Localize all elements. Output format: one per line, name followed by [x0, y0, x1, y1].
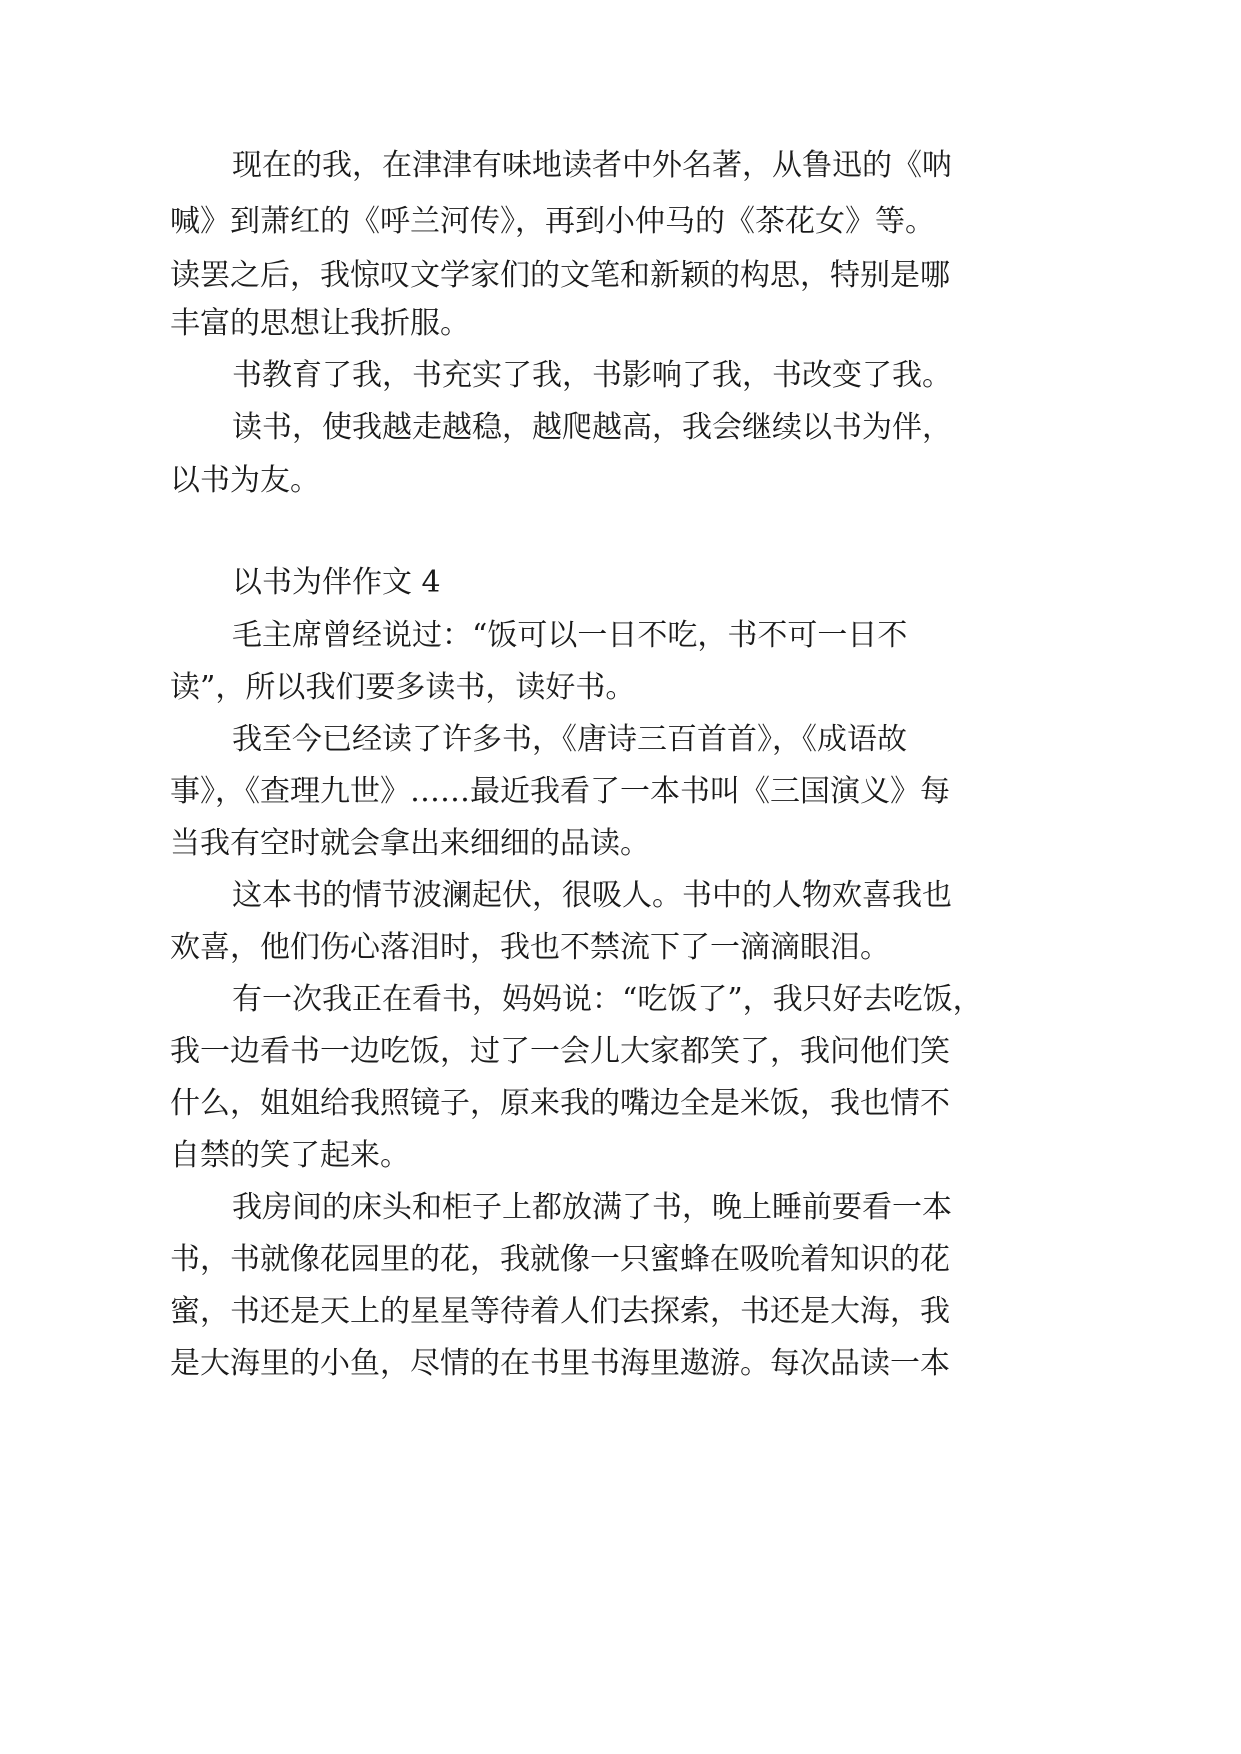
- text-line: 以书为友。: [170, 463, 320, 498]
- text-line: 读罢之后，我惊叹文学家们的文笔和新颖的构思，特别是哪: [170, 258, 950, 293]
- text-line: 我房间的床头和柜子上都放满了书，晚上睡前要看一本: [232, 1190, 952, 1225]
- text-line: 我至今已经读了许多书，《唐诗三百首首》，《成语故: [232, 722, 907, 757]
- text-line: 欢喜，他们伤心落泪时，我也不禁流下了一滴滴眼泪。: [170, 930, 890, 965]
- text-line: 有一次我正在看书，妈妈说：“吃饭了”，我只好去吃饭，: [232, 982, 983, 1017]
- text-line: 是大海里的小鱼，尽情的在书里书海里遨游。每次品读一本: [170, 1346, 950, 1381]
- text-line: 读书，使我越走越稳，越爬越高，我会继续以书为伴，: [232, 410, 952, 445]
- text-line: 事》，《查理九世》……最近我看了一本书叫《三国演义》每: [170, 774, 950, 809]
- text-line: 书，书就像花园里的花，我就像一只蜜蜂在吸吮着知识的花: [170, 1242, 950, 1277]
- text-line: 我一边看书一边吃饭，过了一会儿大家都笑了，我问他们笑: [170, 1034, 950, 1069]
- text-line: 现在的我，在津津有味地读者中外名著，从鲁迅的《呐: [232, 148, 952, 183]
- text-line: 读”，所以我们要多读书，读好书。: [170, 670, 636, 705]
- text-line: 蜜，书还是天上的星星等待着人们去探索，书还是大海，我: [170, 1294, 950, 1329]
- text-line: 自禁的笑了起来。: [170, 1138, 410, 1173]
- text-line: 丰富的思想让我折服。: [170, 306, 470, 341]
- text-line: 当我有空时就会拿出来细细的品读。: [170, 826, 650, 861]
- text-line: 什么，姐姐给我照镜子，原来我的嘴边全是米饭，我也情不: [170, 1086, 950, 1121]
- text-line: 喊》到萧红的《呼兰河传》，再到小仲马的《茶花女》等。: [170, 204, 935, 239]
- text-line: 书教育了我，书充实了我，书影响了我，书改变了我。: [232, 358, 952, 393]
- text-line: 毛主席曾经说过：“饭可以一日不吃，书不可一日不: [232, 618, 908, 653]
- text-line: 这本书的情节波澜起伏，很吸人。书中的人物欢喜我也: [232, 878, 952, 913]
- section-heading: 以书为伴作文 4: [232, 565, 441, 600]
